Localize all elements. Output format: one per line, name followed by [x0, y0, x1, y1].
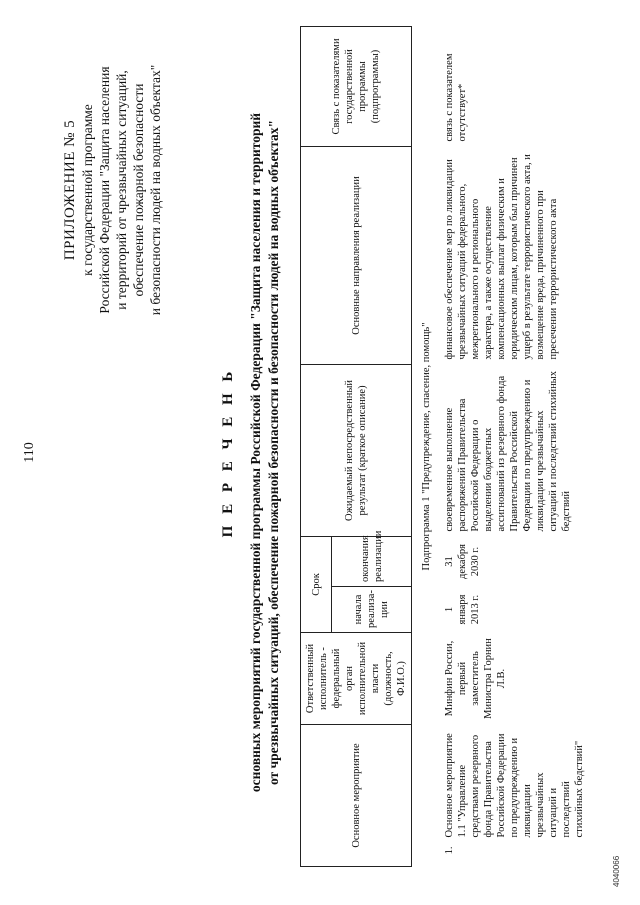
table-row: [439, 26, 590, 866]
cell-start: 1 января 2013 г.: [444, 594, 481, 625]
appendix-line: обеспечение пожарной безопасности: [131, 83, 146, 297]
subprogram-title: Подпрограмма 1 "Предупреждение, спасение, помощь": [421, 322, 432, 571]
appendix-line: Российской Федерации "Защита населения: [97, 66, 112, 314]
appendix-block: [62, 40, 164, 340]
appendix-line: к государственной программе: [80, 104, 95, 276]
header-responsible: Ответственный исполнитель - федеральный орган исполнительной власти (должность, Ф.И.О.): [301, 633, 412, 725]
document-heading: [220, 0, 283, 905]
cell-main-measure: Основное мероприятие 1.1 "Управление средствами резервного фонда Правительства Российской Федерации по предупреждению и ликвидации чрезвычайных ситуаций и последствий стихийных бедствий": [444, 733, 585, 838]
cell-responsible: Минфин России, первый заместитель Министра Горнин Л.В.: [444, 638, 507, 719]
appendix-line: и территорий от чрезвычайных ситуаций,: [114, 70, 129, 310]
cell-indicator-link: связь с показателем отсутствует*: [444, 53, 468, 142]
cell-end: 31 декабря 2030 г.: [444, 543, 481, 580]
measures-table: [300, 26, 590, 867]
header-term: Срок: [301, 536, 332, 632]
header-directions: Основные направления реализации: [301, 146, 412, 364]
cell-expected-result: своевременное выполнение распоряжений Правительства Российской Федерации о выделении бюджетных ассигнований из резервного фонда Правительства Российской Федерации по предупреждению и ликвидации чрезвычайных ситуаций и последствий стихийных бедствий: [444, 371, 572, 532]
heading-title: П Е Р Е Ч Е Н Ь: [220, 367, 236, 538]
header-term-end: окончания реализации: [332, 536, 412, 586]
header-expected-result: Ожидаемый непосредственный результат (краткое описание): [301, 364, 412, 536]
header-term-start: начала реализа-ции: [332, 587, 412, 633]
row-number: 1.: [444, 846, 455, 855]
header-indicator-link: Связь с показателями государственной программы (подпрограммы): [301, 26, 412, 146]
page-number: 110: [22, 442, 37, 463]
heading-line-1: основных мероприятий государственной программы Российской Федерации "Защита населения и территорий: [248, 112, 263, 793]
appendix-line: и безопасности людей на водных объектах": [148, 64, 163, 316]
cell-directions: финансовое обеспечение мер по ликвидации чрезвычайных ситуаций федерального, межрегионального и регионального характера, а также осуществление компенсационных выплат физическим и юридическим лицам, которым был причинен ущерб в результате террористического акта, и возмещение вреда, причиненного при пресечении террористического акта: [444, 154, 559, 360]
header-main-measure: Основное мероприятие: [301, 725, 412, 867]
document-stamp: 4040066: [612, 855, 621, 887]
appendix-title: ПРИЛОЖЕНИЕ № 5: [62, 119, 78, 261]
heading-line-2: от чрезвычайных ситуаций, обеспечение пожарной безопасности и безопасности людей на водных объектах": [266, 119, 281, 786]
measures-table-container: [300, 27, 590, 867]
